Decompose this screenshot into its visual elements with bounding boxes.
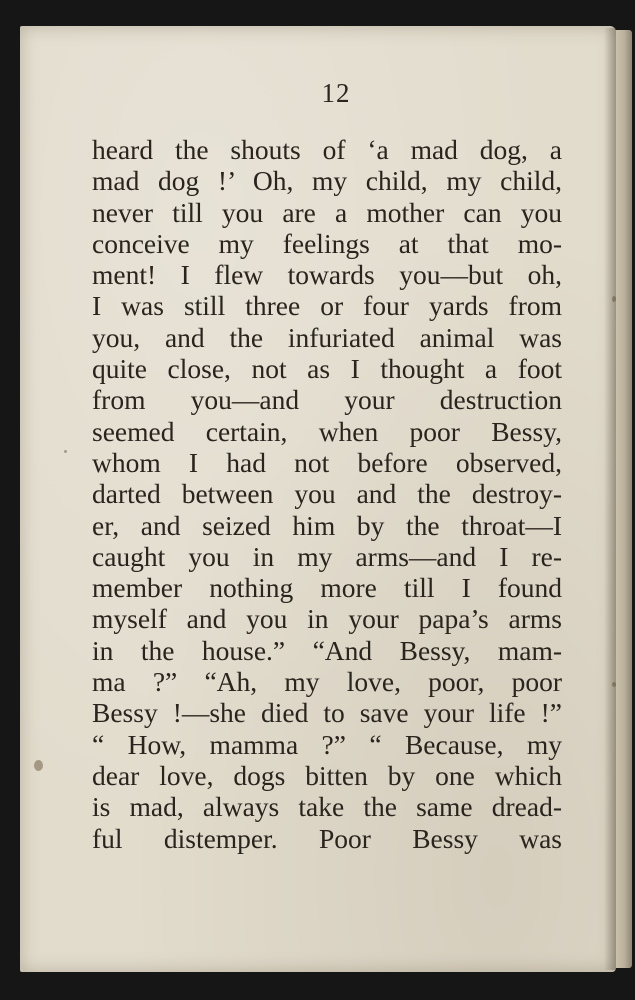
text-line: ma ?” “Ah, my love, poor, poor [92, 666, 562, 698]
text-line: seemed certain, when poor Bessy, [92, 415, 562, 447]
text-line: conceive my feelings at that mo- [92, 227, 562, 259]
paper-speck [34, 760, 43, 771]
text-line: mad dog !’ Oh, my child, my child, [92, 165, 562, 197]
text-line: “ How, mamma ?” “ Because, my [92, 728, 562, 760]
text-line: quite close, not as I thought a foot [92, 353, 562, 385]
text-line: in the house.” “And Bessy, mam- [92, 634, 562, 666]
text-line: myself and you in your papa’s arms [92, 603, 562, 635]
text-line: you, and the infuriated animal was [92, 321, 562, 353]
text-line: never till you are a mother can you [92, 196, 562, 228]
text-line: ment! I flew towards you—but oh, [92, 259, 562, 291]
text-line: I was still three or four yards from [92, 290, 562, 322]
page-number: 12 [321, 78, 351, 108]
paper-speck [612, 296, 616, 302]
body-text [92, 134, 562, 854]
page-gutter-shadow [604, 28, 616, 970]
text-line: darted between you and the destroy- [92, 478, 562, 510]
text-line: dear love, dogs bitten by one which [92, 759, 562, 791]
paper-speck [612, 682, 616, 687]
text-line: whom I had not before observed, [92, 446, 562, 478]
text-line: from you—and your destruction [92, 384, 562, 416]
text-line: er, and seized him by the throat—I [92, 509, 562, 541]
paper-speck [64, 450, 67, 453]
text-line: ful distemper. Poor Bessy was [92, 822, 562, 854]
text-line: Bessy !—she died to save your life !” [92, 697, 562, 729]
text-line: member nothing more till I found [92, 572, 562, 604]
text-line: heard the shouts of ‘a mad dog, a [92, 134, 562, 165]
text-line: is mad, always take the same dread- [92, 791, 562, 823]
text-line: caught you in my arms—and I re- [92, 540, 562, 572]
